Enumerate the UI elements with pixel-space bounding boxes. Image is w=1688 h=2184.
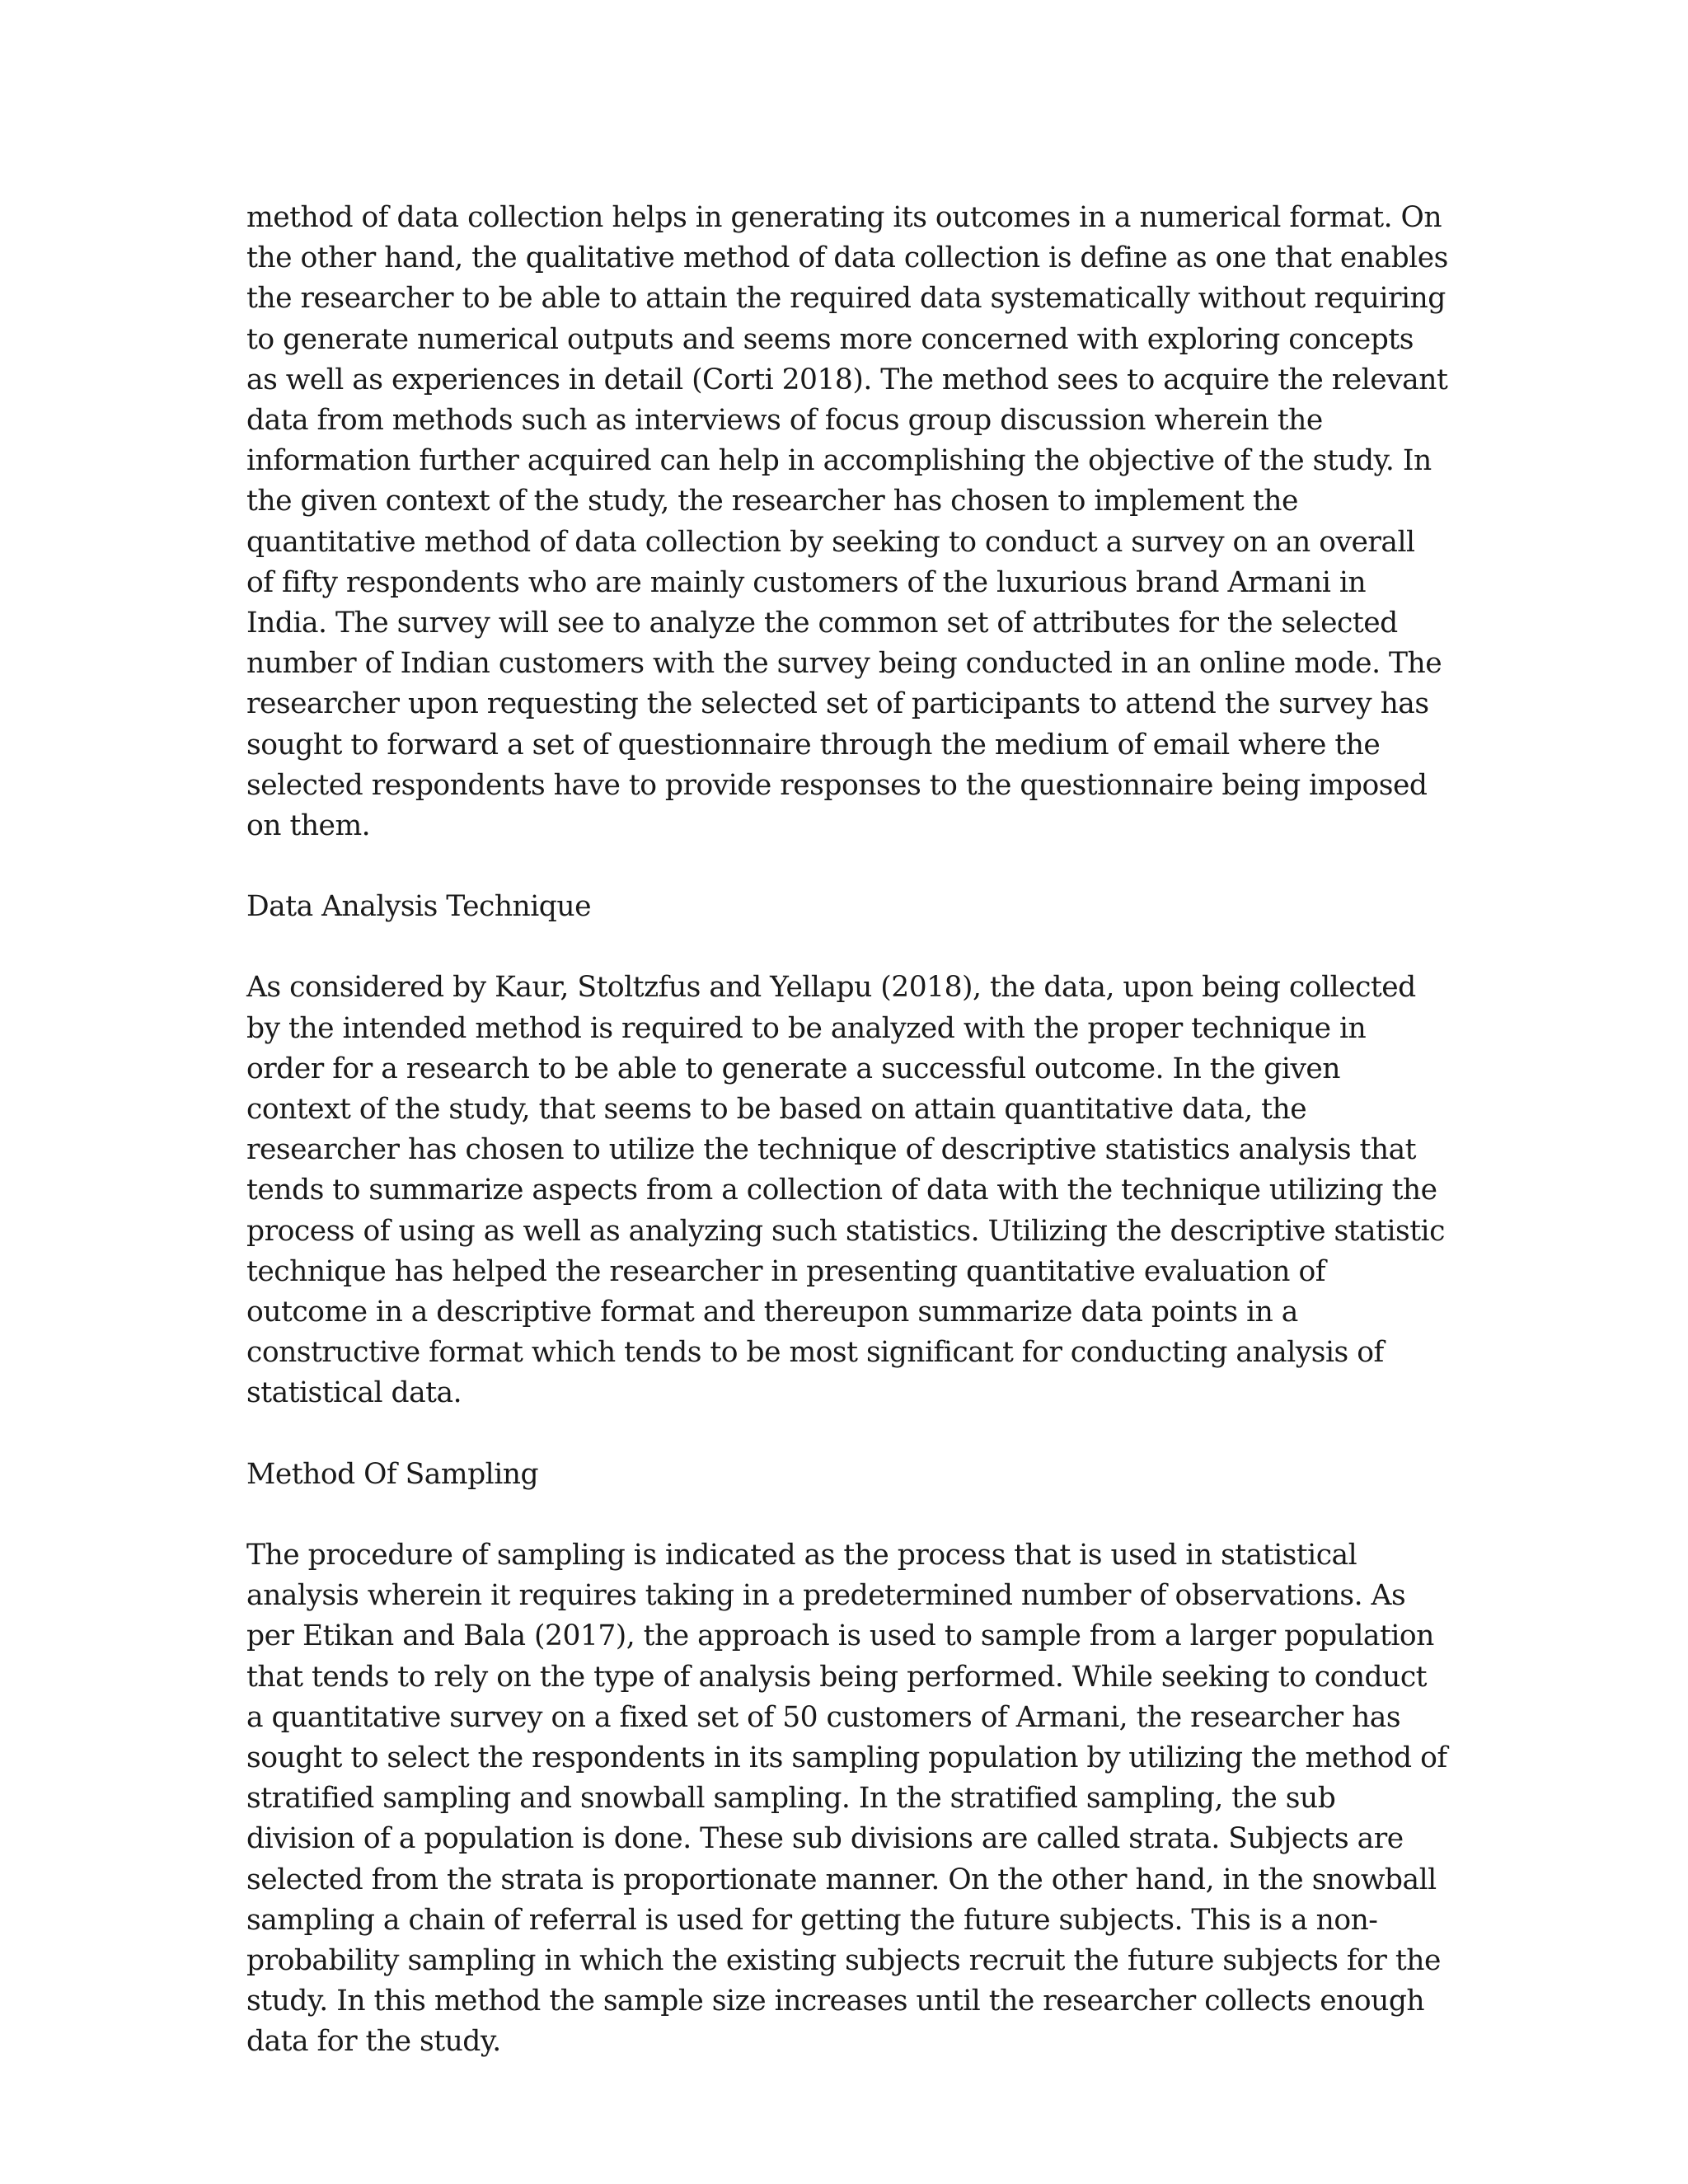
section-heading-data-analysis: Data Analysis Technique: [246, 890, 592, 924]
paragraph-spacer: [246, 1414, 1450, 1455]
document-body: [246, 198, 1450, 2063]
paragraph-spacer: [246, 846, 1450, 887]
paragraph-spacer: [246, 1495, 1450, 1535]
section-heading-sampling: Method Of Sampling: [246, 1457, 539, 1491]
body-paragraph-sampling: The procedure of sampling is indicated as the process that is used in statistical analysis wherein it requires taking in a predetermined number of observations. As per Etikan and Bala (2017), the approach is used to sample from a larger population that tends to rely on the type of analysis being performed. While seeking to conduct a quantitative survey on a fixed set of 50 customers of Armani, the researcher has sought to select the respondents in its sampling population by utilizing the method of stratified sampling and snowball sampling. In the stratified sampling, the sub division of a population is done. These sub divisions are called strata. Subjects are selected from the strata is proportionate manner. On the other hand, in the snowball sampling a chain of referral is used for getting the future subjects. This is a non- probability sampling in which the existing subjects recruit the future subjects for the study. In this method the sample size increases until the researcher collects enough data for the study.: [246, 1538, 1447, 2059]
body-paragraph-data-analysis: As considered by Kaur, Stoltzfus and Yellapu (2018), the data, upon being collected by the intended method is required to be analyzed with the proper technique in order for a research to be able to generate a successful outcome. In the given context of the study, that seems to be based on attain quantitative data, the researcher has chosen to utilize the technique of descriptive statistics analysis that tends to summarize aspects from a collection of data with the technique utilizing the process of using as well as analyzing such statistics. Utilizing the descriptive statistic technique has helped the researcher in presenting quantitative evaluation of outcome in a descriptive format and thereupon summarize data points in a constructive format which tends to be most significant for conducting analysis of statistical data.: [246, 971, 1445, 1410]
paragraph-spacer: [246, 927, 1450, 968]
body-paragraph-data-collection: method of data collection helps in generating its outcomes in a numerical format. On the other hand, the qualitative method of data collection is define as one that enables the researcher to be able to attain the required data systematically without requiring to generate numerical outputs and seems more concerned with exploring concepts as well as experiences in detail (Corti 2018). The method sees to acquire the relevant data from methods such as interviews of focus group discussion wherein the information further acquired can help in accomplishing the objective of the study. In the given context of the study, the researcher has chosen to implement the quantitative method of data collection by seeking to conduct a survey on an overall of fifty respondents who are mainly customers of the luxurious brand Armani in India. The survey will see to analyze the common set of attributes for the selected number of Indian customers with the survey being conducted in an online mode. The researcher upon requesting the selected set of participants to attend the survey has sought to forward a set of questionnaire through the medium of email where the selected respondents have to provide responses to the questionnaire being imposed on them.: [246, 201, 1448, 843]
